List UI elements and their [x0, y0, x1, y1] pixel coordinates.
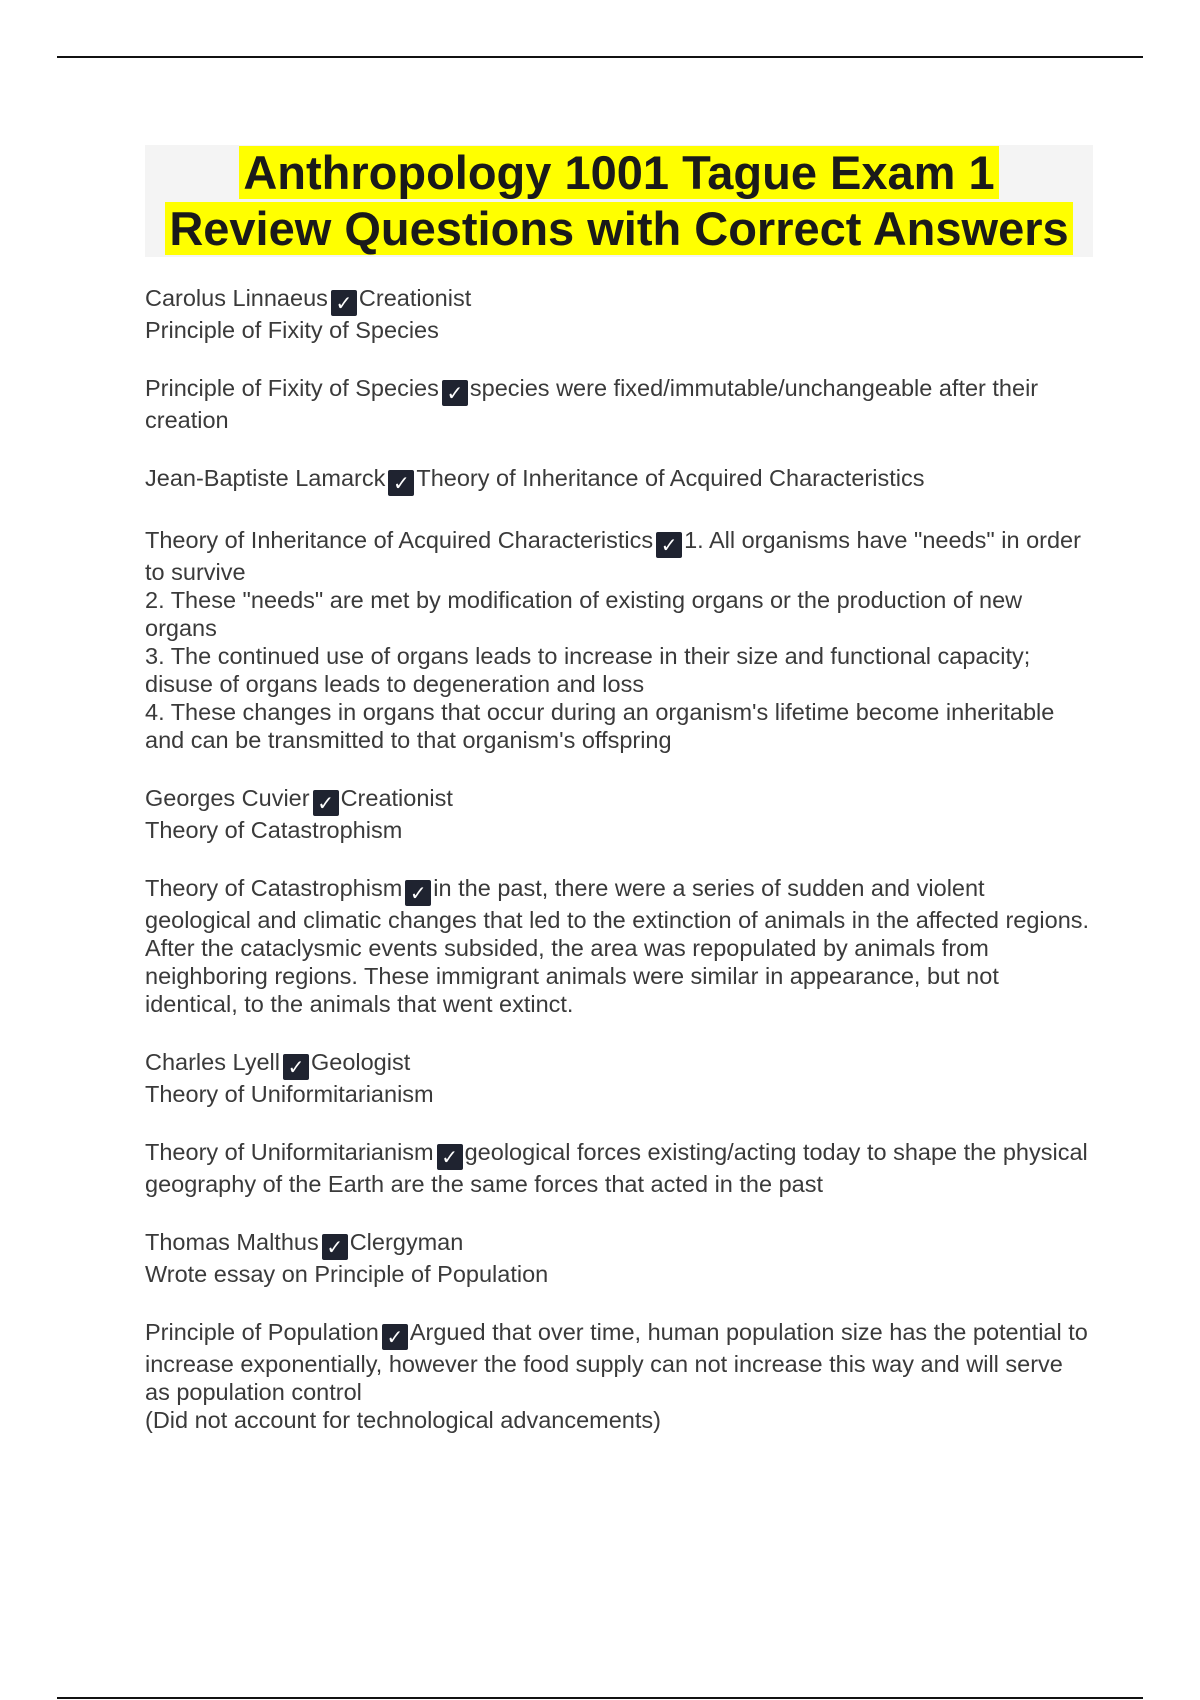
- entry-extra-line: (Did not account for technological advancements): [145, 1407, 661, 1433]
- entry-term: Carolus Linnaeus: [145, 285, 328, 311]
- title-highlight-2: Review Questions with Correct Answers: [165, 202, 1072, 255]
- entry-term: Georges Cuvier: [145, 785, 310, 811]
- entry-answer: Clergyman: [349, 1229, 464, 1255]
- entry-extra-line: 2. These "needs" are met by modification of existing organs or the production of new organs: [145, 587, 1023, 641]
- entry-answer: Theory of Inheritance of Acquired Characteristics: [416, 465, 925, 491]
- checkmark-icon: ✓: [405, 880, 431, 906]
- checkmark-icon: ✓: [313, 790, 339, 816]
- entry-extra-line: 3. The continued use of organs leads to increase in their size and functional capacity; disuse of organs leads to degeneration and loss: [145, 643, 1031, 697]
- entry-extra-line: Theory of Uniformitarianism: [145, 1081, 434, 1107]
- qa-entry: [145, 1228, 1090, 1288]
- checkmark-icon: ✓: [331, 290, 357, 316]
- qa-entry: [145, 464, 1090, 496]
- entry-answer: Geologist: [310, 1049, 411, 1075]
- checkmark-icon: ✓: [388, 470, 414, 496]
- title-highlight-1: Anthropology 1001 Tague Exam 1: [239, 146, 998, 199]
- entry-answer: Creationist: [358, 285, 472, 311]
- title-line-1: [145, 145, 1093, 201]
- entry-answer: Argued that over time, human population size has the potential to increase exponentially, however the food supply can not increase this way and will serve as population control: [145, 1319, 1088, 1405]
- qa-entry: [145, 1048, 1090, 1108]
- qa-entry: [145, 784, 1090, 844]
- bottom-rule: [57, 1697, 1143, 1699]
- title-line-2: [145, 201, 1093, 257]
- qa-list: [145, 284, 1090, 1434]
- entry-extra-line: Theory of Catastrophism: [145, 817, 403, 843]
- entry-answer: in the past, there were a series of sudden and violent geological and climatic changes that led to the extinction of animals in the affected regions. After the cataclysmic events subsided, the area was repopulated by animals from neighboring regions. These immigrant animals were similar in appearance, but not identical, to the animals that went extinct.: [145, 875, 1090, 1017]
- checkmark-icon: ✓: [437, 1144, 463, 1170]
- entry-term: Jean-Baptiste Lamarck: [145, 465, 386, 491]
- entry-term: Principle of Fixity of Species: [145, 375, 439, 401]
- checkmark-icon: ✓: [656, 532, 682, 558]
- qa-entry: [145, 874, 1090, 1018]
- entry-term: Principle of Population: [145, 1319, 379, 1345]
- qa-entry: [145, 374, 1090, 434]
- entry-answer: species were fixed/immutable/unchangeable after their creation: [145, 375, 1039, 433]
- entry-term: Theory of Uniformitarianism: [145, 1139, 434, 1165]
- qa-entry: [145, 526, 1090, 754]
- entry-term: Theory of Catastrophism: [145, 875, 403, 901]
- entry-term: Theory of Inheritance of Acquired Characteristics: [145, 527, 654, 553]
- entry-extra-line: 4. These changes in organs that occur during an organism's lifetime become inheritable and can be transmitted to that organism's offspring: [145, 699, 1055, 753]
- entry-extra-line: Principle of Fixity of Species: [145, 317, 439, 343]
- qa-entry: [145, 1138, 1090, 1198]
- entry-term: Thomas Malthus: [145, 1229, 319, 1255]
- title-block: [145, 145, 1093, 257]
- checkmark-icon: ✓: [382, 1324, 408, 1350]
- entry-extra-line: Wrote essay on Principle of Population: [145, 1261, 549, 1287]
- checkmark-icon: ✓: [442, 380, 468, 406]
- checkmark-icon: ✓: [322, 1234, 348, 1260]
- entry-answer: geological forces existing/acting today to shape the physical geography of the Earth are the same forces that acted in the past: [145, 1139, 1088, 1197]
- entry-answer: 1. All organisms have "needs" in order to survive: [145, 527, 1081, 585]
- qa-entry: [145, 284, 1090, 344]
- entry-answer: Creationist: [340, 785, 453, 811]
- checkmark-icon: ✓: [283, 1054, 309, 1080]
- top-rule: [57, 56, 1143, 58]
- qa-entry: [145, 1318, 1090, 1434]
- entry-term: Charles Lyell: [145, 1049, 280, 1075]
